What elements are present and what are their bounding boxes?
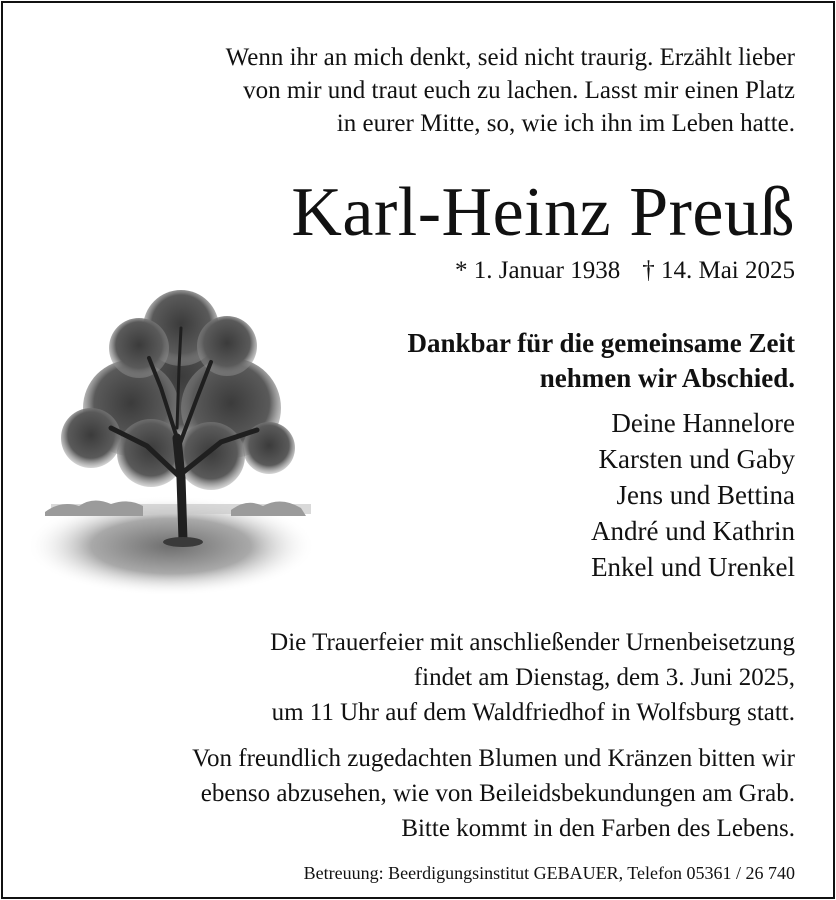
family-member: Deine Hannelore bbox=[611, 408, 795, 438]
life-dates bbox=[455, 256, 795, 286]
message-line: nehmen wir Abschied. bbox=[539, 363, 795, 393]
family-member: André und Kathrin bbox=[591, 516, 795, 546]
poem-line: von mir und traut euch zu lachen. Lasst mir einen Platz bbox=[243, 77, 795, 104]
family-list bbox=[591, 405, 795, 585]
request-line: Von freundlich zugedachten Blumen und Kränzen bitten wir bbox=[192, 745, 795, 772]
flower-request bbox=[192, 741, 795, 846]
request-line: ebenso abzusehen, wie von Beileidsbekundungen am Grab. bbox=[200, 780, 795, 807]
family-member: Jens und Bettina bbox=[616, 480, 795, 510]
farewell-message bbox=[408, 326, 796, 396]
deceased-name: Karl-Heinz Preuß bbox=[291, 174, 795, 251]
message-line: Dankbar für die gemeinsame Zeit bbox=[407, 328, 795, 358]
ceremony-line: um 11 Uhr auf dem Waldfriedhof in Wolfsburg statt. bbox=[271, 699, 795, 726]
funeral-home-footer: Betreuung: Beerdigungsinstitut GEBAUER, Telefon 05361 / 26 740 bbox=[303, 863, 795, 883]
family-member: Enkel und Urenkel bbox=[591, 552, 795, 582]
death-date: † 14. Mai 2025 bbox=[642, 257, 795, 284]
poem-line: in eurer Mitte, so, wie ich ihn im Leben hatte. bbox=[336, 110, 795, 137]
ceremony-line: findet am Dienstag, dem 3. Juni 2025, bbox=[413, 664, 795, 691]
poem-line: Wenn ihr an mich denkt, seid nicht traurig. Erzählt lieber bbox=[225, 44, 795, 71]
tree-icon bbox=[31, 278, 321, 598]
request-line: Bitte kommt in den Farben des Lebens. bbox=[401, 815, 795, 842]
birth-date: * 1. Januar 1938 bbox=[454, 257, 621, 284]
poem bbox=[226, 41, 795, 140]
obituary-notice bbox=[1, 1, 835, 899]
family-member: Karsten und Gaby bbox=[598, 444, 795, 474]
ceremony-info bbox=[270, 625, 795, 730]
ceremony-line: Die Trauerfeier mit anschließender Urnenbeisetzung bbox=[270, 629, 795, 656]
